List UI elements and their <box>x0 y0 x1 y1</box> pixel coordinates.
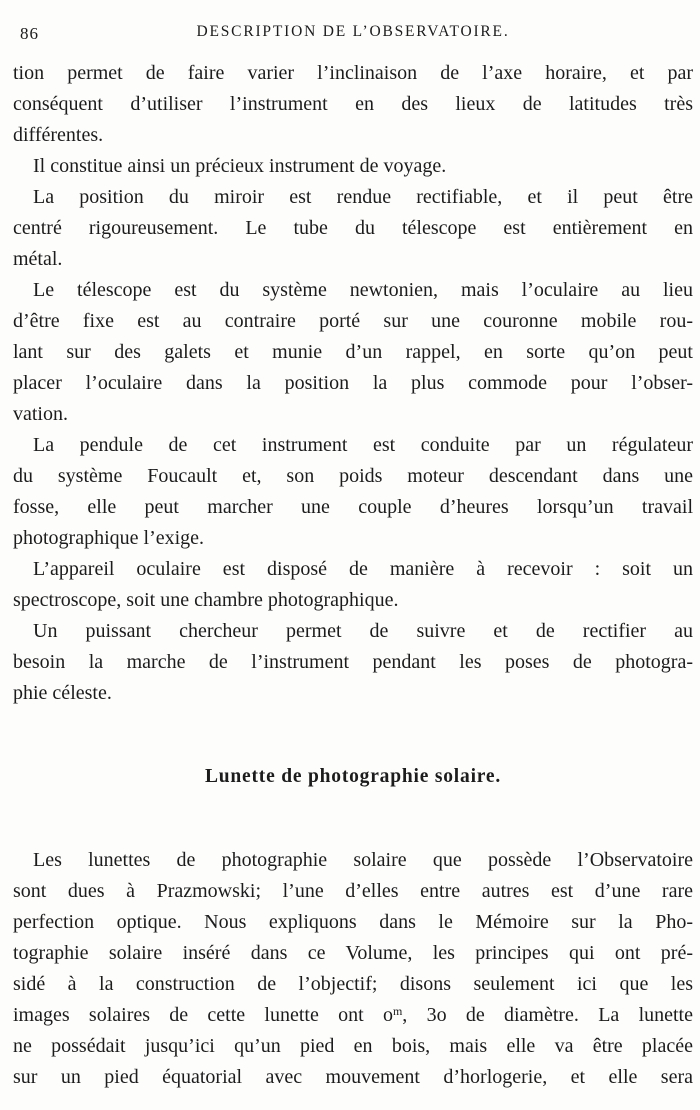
section-heading: Lunette de photographie solaire. <box>204 766 502 787</box>
text-line: conséquent d’utiliser l’instrument en des lieux de latitudes très <box>13 93 693 115</box>
text-line-measure <box>13 1000 693 1031</box>
page-number: 86 <box>20 24 39 43</box>
text-line: centré rigoureusement. Le tube du télescope est entièrement en <box>13 217 693 239</box>
text-column-bottom <box>13 845 693 1093</box>
text-line: tographie solaire inséré dans ce Volume, les principes qui ont pré- <box>13 942 693 964</box>
text-line: photographique l’exige. <box>13 527 205 549</box>
text-line: placer l’oculaire dans la position la plus commode pour l’obser- <box>13 372 693 394</box>
text-line: sont dues à Prazmowski; l’une d’elles entre autres est d’une rare <box>13 880 693 902</box>
text-line: Il constitue ainsi un précieux instrument de voyage. <box>33 155 447 177</box>
text-column-top <box>13 58 693 709</box>
text-line: sidé à la construction de l’objectif; disons seulement ici que les <box>13 973 693 995</box>
text-line: phie céleste. <box>13 682 112 704</box>
text-line: Les lunettes de photographie solaire que possède l’Observatoire <box>33 849 693 871</box>
text-line: du système Foucault et, son poids moteur descendant dans une <box>13 465 693 487</box>
text-line: tion permet de faire varier l’inclinaison de l’axe horaire, et par <box>13 62 693 84</box>
text-line: La position du miroir est rendue rectifiable, et il peut être <box>33 186 693 208</box>
text-line: ne possédait jusqu’ici qu’un pied en bois, mais elle va être placée <box>13 1035 693 1057</box>
measure-text-pre: images solaires de cette lunette ont o <box>13 1004 393 1026</box>
text-line: sur un pied équatorial avec mouvement d’horlogerie, et elle sera <box>13 1066 693 1088</box>
measure-text-post: , 3o de diamètre. La lunette <box>402 1004 693 1026</box>
text-line: perfection optique. Nous expliquons dans le Mémoire sur la Pho- <box>13 911 693 933</box>
text-line: La pendule de cet instrument est conduite par un régulateur <box>33 434 693 456</box>
text-line: besoin la marche de l’instrument pendant les poses de photogra- <box>13 651 693 673</box>
text-line: Un puissant chercheur permet de suivre et de rectifier au <box>33 620 693 642</box>
text-line: d’être fixe est au contraire porté sur une couronne mobile rou- <box>13 310 693 332</box>
text-line: spectroscope, soit une chambre photographique. <box>13 589 399 611</box>
page-header <box>13 23 693 45</box>
text-line: fosse, elle peut marcher une couple d’heures lorsqu’un travail <box>13 496 693 518</box>
text-line: lant sur des galets et munie d’un rappel, en sorte qu’on peut <box>13 341 693 363</box>
running-title: DESCRIPTION DE L’OBSERVATOIRE. <box>196 23 510 40</box>
text-line: Le télescope est du système newtonien, mais l’oculaire au lieu <box>33 279 693 301</box>
text-line: différentes. <box>13 124 104 146</box>
text-line: L’appareil oculaire est disposé de manière à recevoir : soit un <box>33 558 693 580</box>
text-line: vation. <box>13 403 68 425</box>
text-line: métal. <box>13 248 63 270</box>
superscript-m: m <box>392 1004 403 1018</box>
